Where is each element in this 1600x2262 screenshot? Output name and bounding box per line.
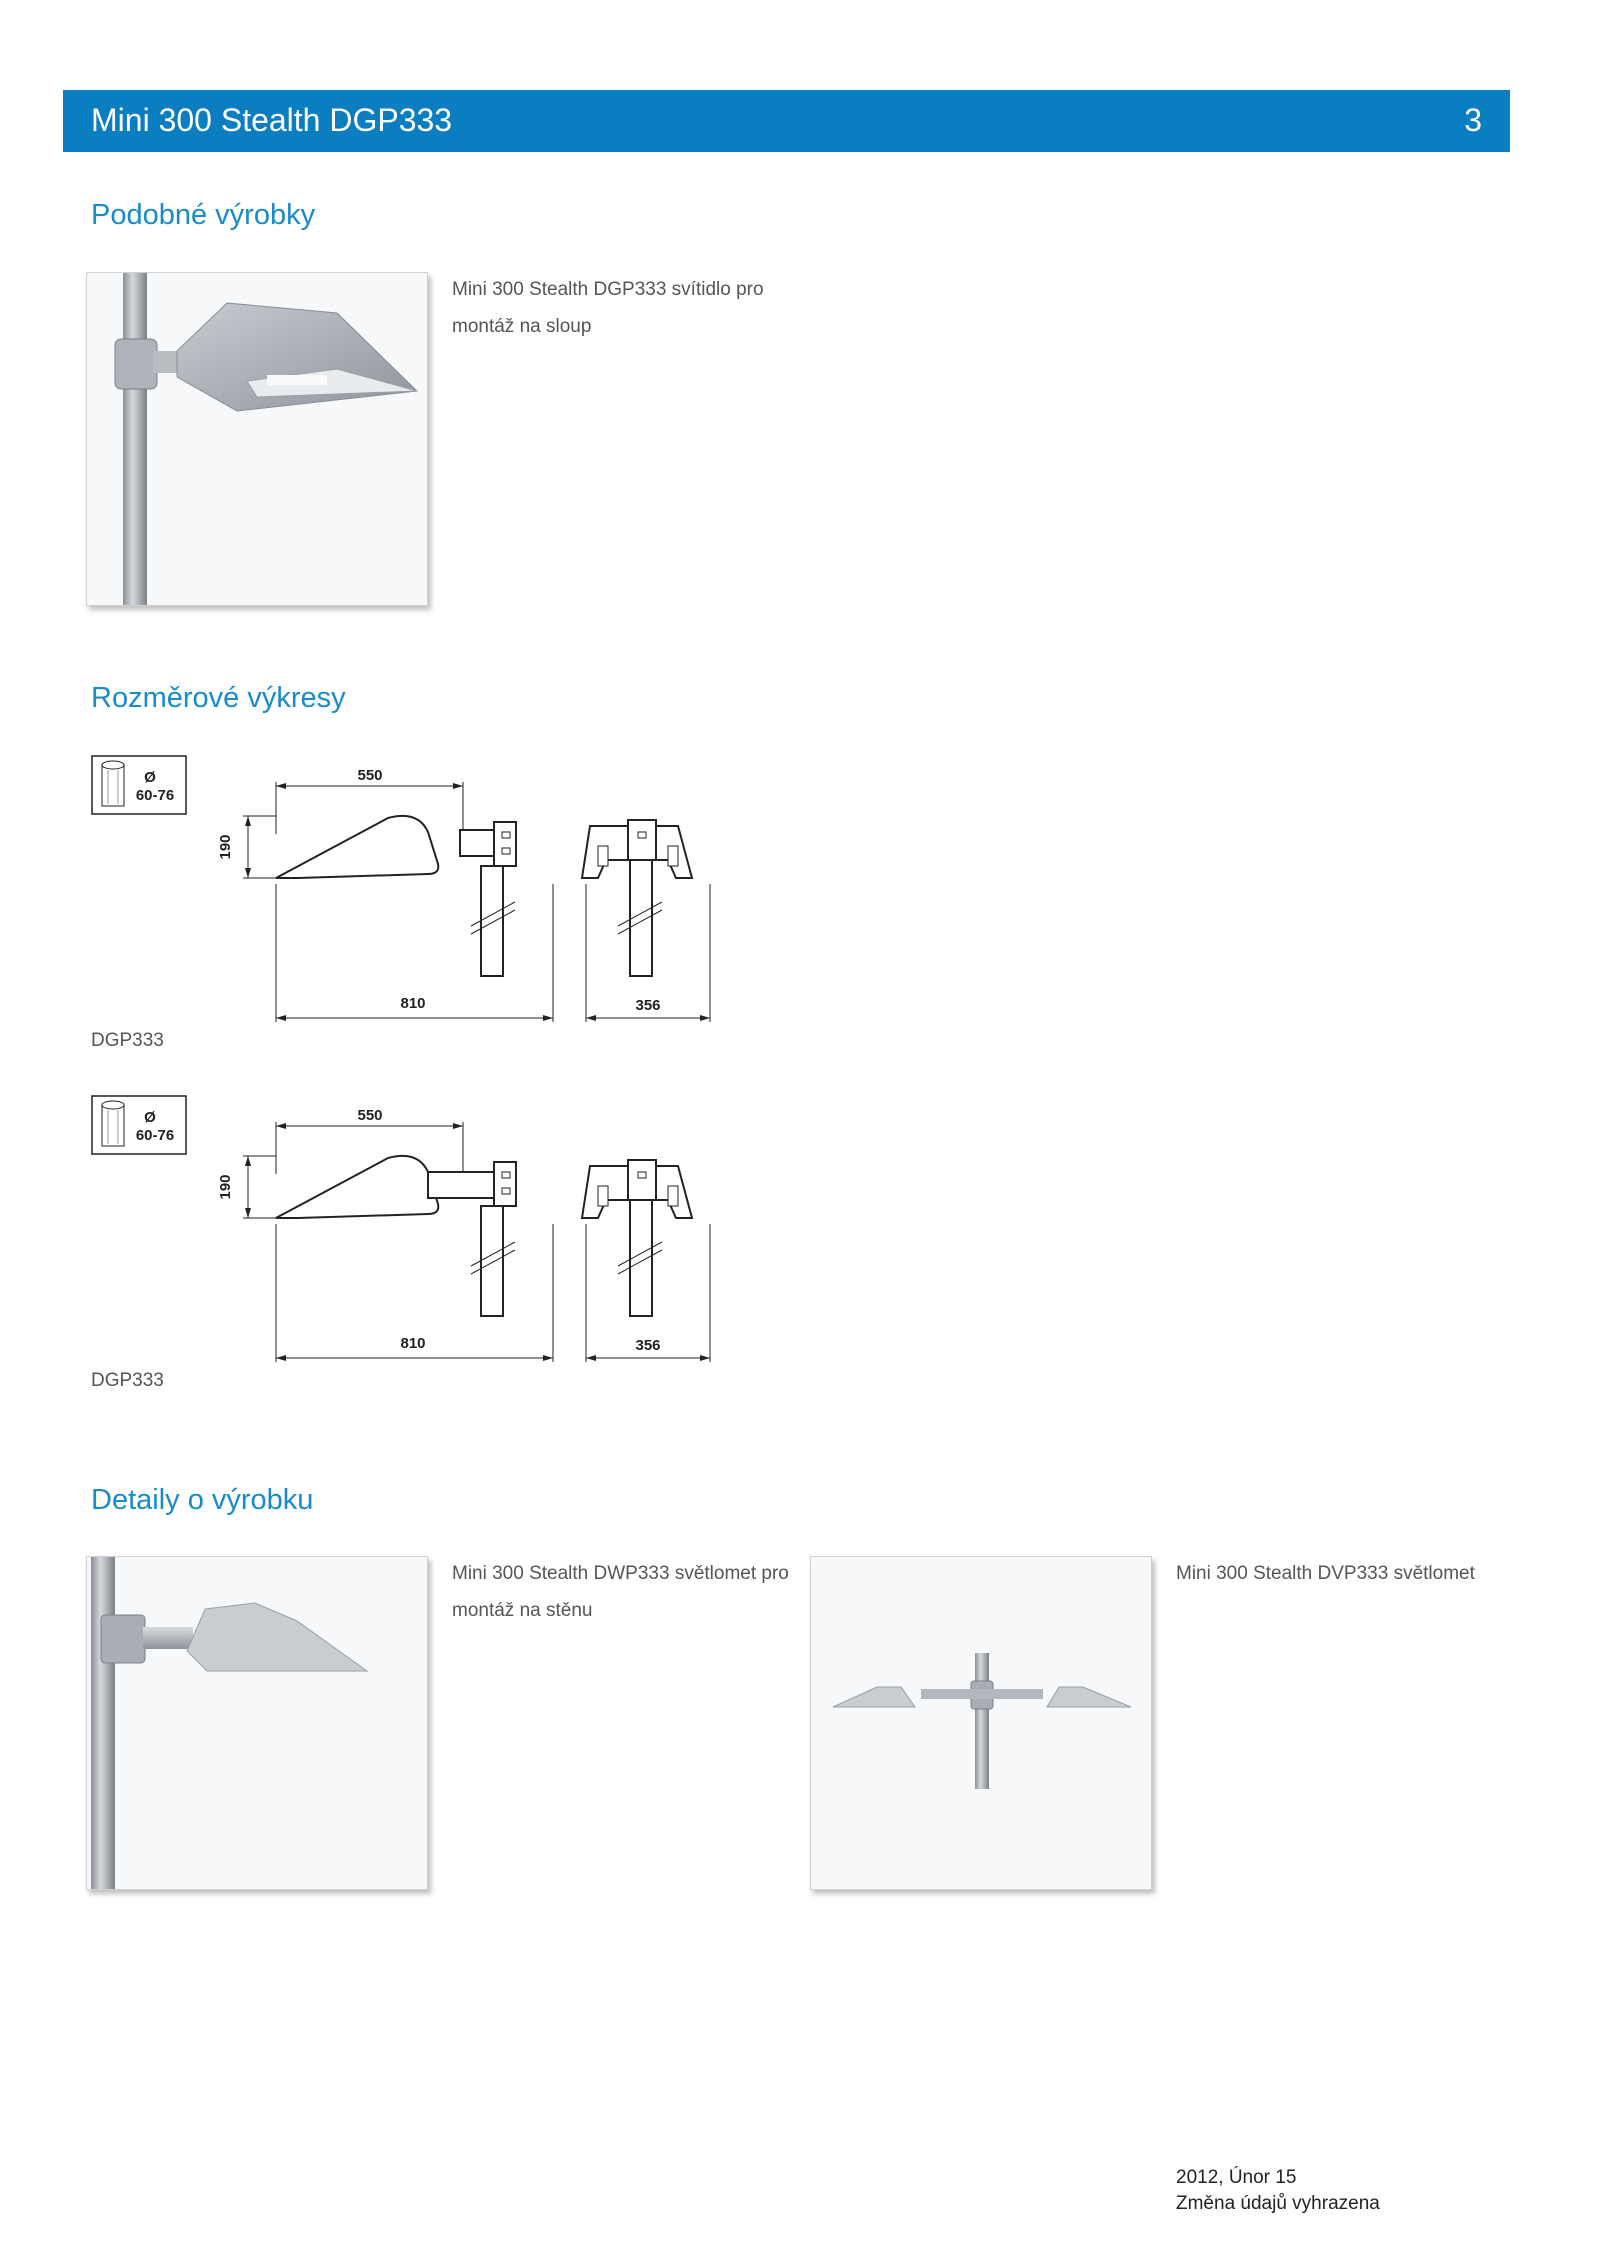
pole-symbol: Ø xyxy=(144,1109,156,1126)
page-header xyxy=(63,90,1510,152)
section-title-similar: Podobné výrobky xyxy=(91,199,316,231)
dim-190: 190 xyxy=(217,1174,234,1200)
page-footer xyxy=(1176,2165,1380,2217)
desc-line: Mini 300 Stealth DGP333 svítidlo pro xyxy=(452,279,764,300)
dim-190: 190 xyxy=(217,834,234,860)
product-photo-double-mount xyxy=(810,1556,1152,1890)
pole-mount-luminaire-image xyxy=(87,273,427,605)
pole-diameter-box xyxy=(92,756,186,814)
wall-mount-luminaire-image xyxy=(87,1557,427,1889)
dimension-drawing-1 xyxy=(88,750,728,1030)
desc-line: montáž na sloup xyxy=(452,316,592,337)
pole-diameter-box xyxy=(92,1096,186,1154)
footer-date: 2012, Únor 15 xyxy=(1176,2167,1297,2188)
drawing-caption-1: DGP333 xyxy=(91,1030,164,1051)
section-title-drawings: Rozměrové výkresy xyxy=(91,682,346,714)
dim-550: 550 xyxy=(357,1107,383,1124)
pole-symbol: Ø xyxy=(144,769,156,786)
dim-810: 810 xyxy=(400,995,426,1012)
desc-line: Mini 300 Stealth DWP333 světlomet pro xyxy=(452,1563,789,1584)
pole-range: 60-76 xyxy=(135,787,175,804)
desc-line: montáž na stěnu xyxy=(452,1600,593,1621)
wall-mount-description xyxy=(452,1555,792,1629)
pole-range: 60-76 xyxy=(135,1127,175,1144)
dim-550: 550 xyxy=(357,767,383,784)
page-title: Mini 300 Stealth DGP333 xyxy=(91,102,453,138)
dimension-drawing-2 xyxy=(88,1090,728,1370)
double-mount-description xyxy=(1176,1555,1516,1592)
dim-810: 810 xyxy=(400,1335,426,1352)
desc-line: Mini 300 Stealth DVP333 světlomet xyxy=(1176,1563,1475,1584)
product-photo-pole-mount xyxy=(86,272,428,606)
drawing-caption-2: DGP333 xyxy=(91,1370,164,1391)
product-photo-wall-mount xyxy=(86,1556,428,1890)
page-number: 3 xyxy=(1464,102,1482,138)
footer-note: Změna údajů vyhrazena xyxy=(1176,2193,1380,2214)
dim-356: 356 xyxy=(635,997,661,1014)
double-mount-luminaire-image xyxy=(811,1557,1151,1889)
similar-product-description xyxy=(452,271,792,345)
section-title-details: Detaily o výrobku xyxy=(91,1484,314,1516)
dim-356: 356 xyxy=(635,1337,661,1354)
